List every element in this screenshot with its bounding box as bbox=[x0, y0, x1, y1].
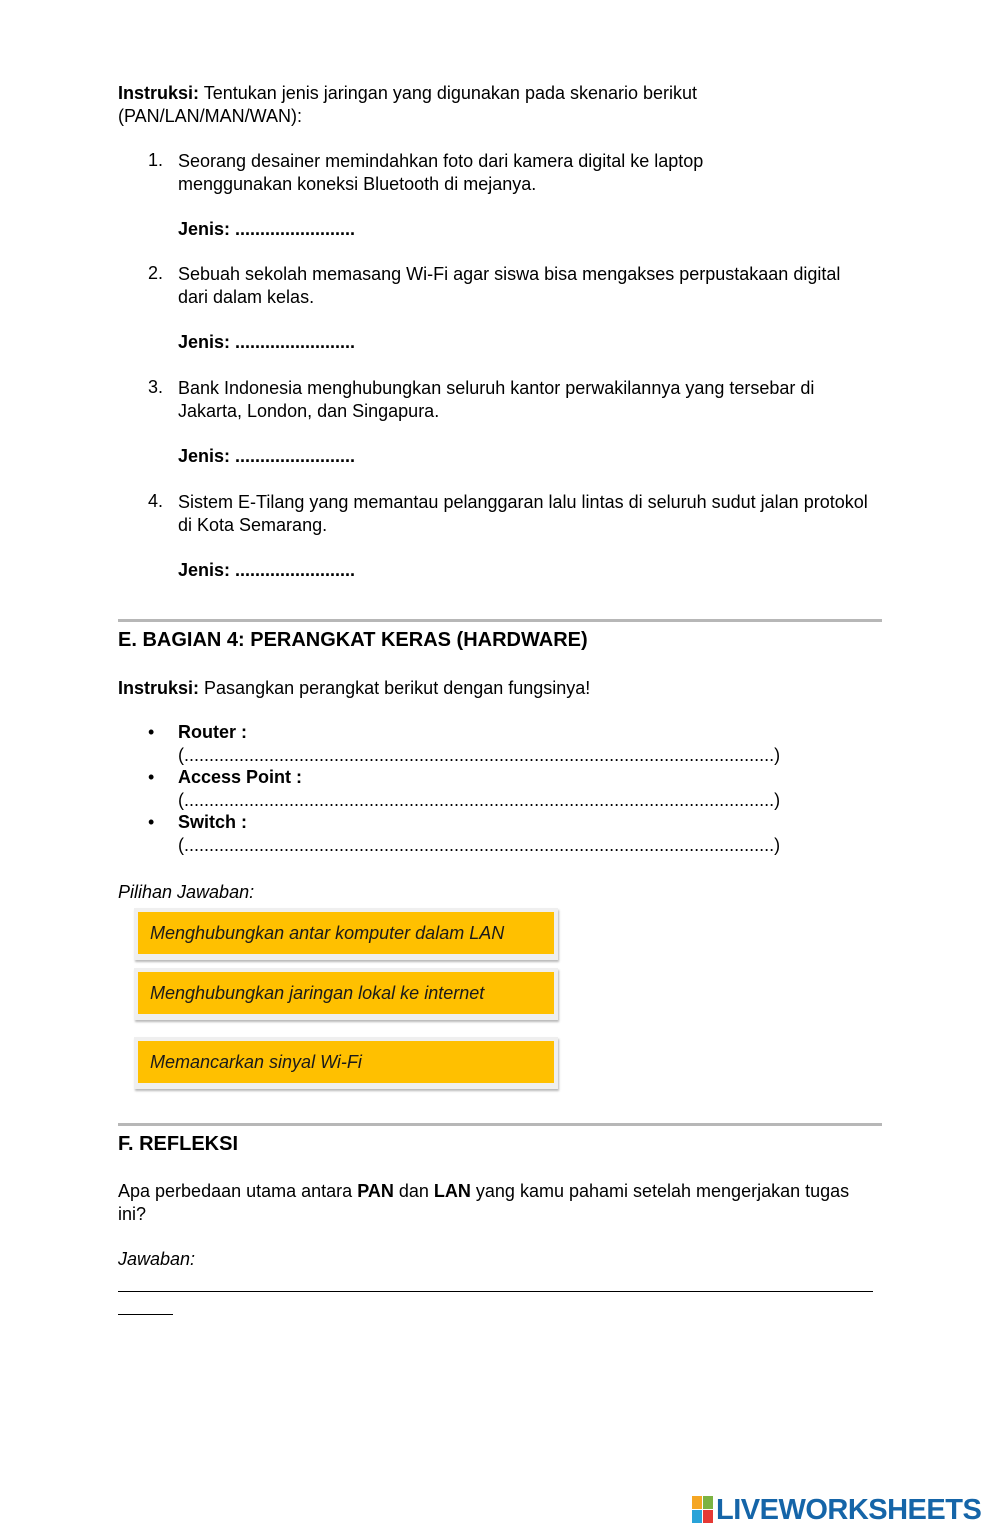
instruction-text: Pasangkan perangkat berikut dengan fungsinya! bbox=[199, 678, 591, 698]
choice-card-3[interactable] bbox=[134, 1037, 558, 1089]
choices-label: Pilihan Jawaban: bbox=[118, 882, 255, 902]
hardware-item-switch bbox=[118, 812, 882, 858]
answer-drop-field[interactable]: (......................................................................................................................) bbox=[178, 790, 781, 810]
hardware-label: Access Point : bbox=[178, 767, 303, 787]
hardware-label: Switch : bbox=[178, 812, 248, 832]
choice-card-fill bbox=[138, 1041, 554, 1083]
item-number: 1. bbox=[148, 150, 164, 170]
answer-line-end bbox=[118, 1314, 173, 1315]
jenis-answer-field[interactable]: Jenis: ........................ bbox=[178, 332, 356, 352]
answer-drop-field[interactable]: (......................................................................................................................) bbox=[178, 745, 781, 765]
reflection-question bbox=[118, 1180, 878, 1226]
instruction-e bbox=[118, 677, 590, 700]
question-text: dan bbox=[393, 1181, 434, 1201]
choice-card-1[interactable] bbox=[134, 908, 558, 960]
item-text: Seorang desainer memindahkan foto dari kamera digital ke laptop menggunakan koneksi Bluetooth di mejanya. bbox=[178, 151, 704, 194]
item-text: Sistem E-Tilang yang memantau pelanggaran lalu lintas di seluruh sudut jalan protokol di Kota Semarang. bbox=[178, 492, 868, 535]
hardware-label: Router : bbox=[178, 722, 247, 742]
choice-text: Menghubungkan jaringan lokal ke internet bbox=[150, 982, 485, 1003]
item-text: Bank Indonesia menghubungkan seluruh kantor perwakilannya yang tersebar di Jakarta, London, dan Singapura. bbox=[178, 378, 815, 421]
item-number: 3. bbox=[148, 377, 164, 397]
item-number: 4. bbox=[148, 491, 164, 511]
logo-text: LIVEWORKSHEETS bbox=[716, 1493, 982, 1526]
question-pan: PAN bbox=[357, 1181, 394, 1201]
choice-card-2[interactable] bbox=[134, 968, 558, 1020]
jenis-answer-field[interactable]: Jenis: ........................ bbox=[178, 446, 356, 466]
answer-drop-field[interactable]: (......................................................................................................................) bbox=[178, 835, 781, 855]
choice-card-fill bbox=[138, 972, 554, 1014]
section-heading-e: E. BAGIAN 4: PERANGKAT KERAS (HARDWARE) bbox=[118, 629, 588, 651]
section-heading-f: F. REFLEKSI bbox=[118, 1133, 239, 1155]
answer-line[interactable] bbox=[118, 1291, 873, 1292]
section-divider bbox=[118, 1123, 882, 1126]
bullet: • bbox=[148, 722, 155, 742]
choice-card-fill bbox=[138, 912, 554, 954]
question-lan: LAN bbox=[433, 1181, 471, 1201]
jenis-answer-field[interactable]: Jenis: ........................ bbox=[178, 219, 356, 239]
jenis-answer-field[interactable]: Jenis: ........................ bbox=[178, 560, 356, 580]
question-text: Apa perbedaan utama antara bbox=[118, 1181, 358, 1201]
answer-label: Jawaban: bbox=[118, 1249, 196, 1269]
choice-text: Menghubungkan antar komputer dalam LAN bbox=[150, 922, 505, 943]
bullet: • bbox=[148, 812, 155, 832]
hardware-item-access-point bbox=[118, 767, 882, 813]
liveworksheets-logo bbox=[692, 1492, 981, 1528]
instruction-text: Tentukan jenis jaringan yang digunakan pada skenario berikut (PAN/LAN/MAN/WAN): bbox=[118, 83, 698, 126]
logo-tiles-icon bbox=[692, 1496, 714, 1524]
bullet: • bbox=[148, 767, 155, 787]
item-number: 2. bbox=[148, 263, 164, 283]
instruction-label: Instruksi: bbox=[118, 83, 200, 103]
instruction-d bbox=[118, 82, 818, 128]
instruction-label: Instruksi: bbox=[118, 678, 200, 698]
section-divider bbox=[118, 619, 882, 622]
choice-text: Memancarkan sinyal Wi-Fi bbox=[150, 1051, 362, 1072]
hardware-item-router bbox=[118, 722, 882, 768]
item-text: Sebuah sekolah memasang Wi-Fi agar siswa bisa mengakses perpustakaan digital dari dalam kelas. bbox=[178, 264, 841, 307]
question-text: yang kamu pahami setelah mengerjakan tugas ini? bbox=[118, 1181, 850, 1224]
